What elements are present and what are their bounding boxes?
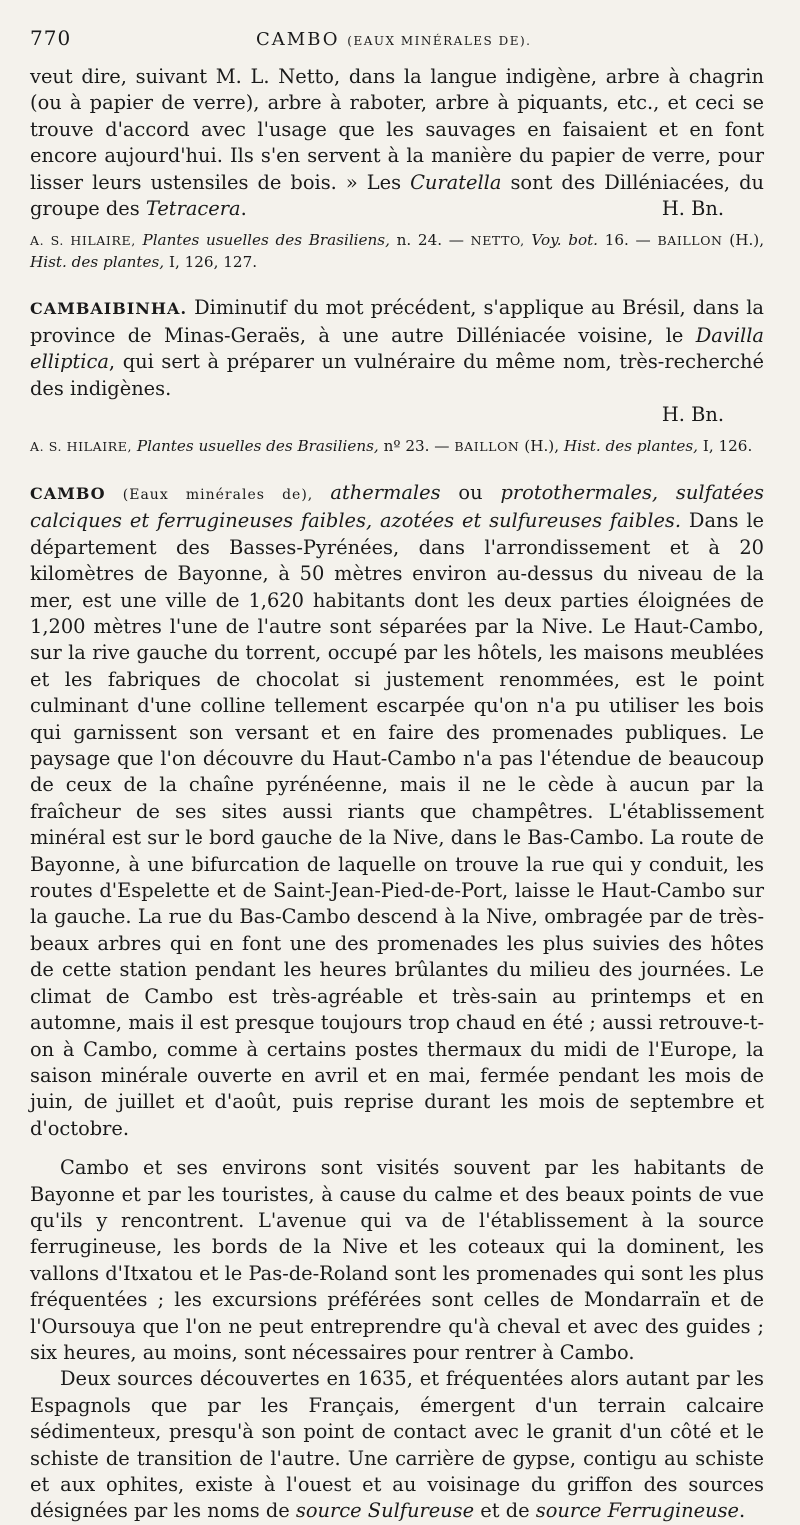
curatella-author: H. Bn.	[661, 197, 724, 221]
curatella-paragraph	[30, 64, 764, 222]
cambo-headword: CAMBO	[30, 483, 106, 503]
ref-rest: I, 126.	[698, 437, 753, 456]
cambaibinha-references	[30, 436, 764, 458]
cambaibinha-headword: CAMBAIBINHA.	[30, 299, 188, 319]
curatella-references	[30, 230, 764, 273]
cambaibinha-text: Diminutif du mot précédent, s'applique au Brésil, dans la province de Minas-Geraës, à une autre Dilléniacée voisine, le	[30, 296, 764, 347]
curatella-text: veut dire, suivant M. L. Netto, dans la langue indigène, arbre à chagrin (ou à papier de verre), arbre à raboter, arbre à piquants, etc., et ceci se trouve d'accord avec l'usage que les sauvages en faisaient et en font encore aujourd'hui. Ils s'en servent à la manière du papier de verre, pour lisser leurs ustensiles de bois. » Les	[30, 65, 764, 194]
cambaibinha-author	[30, 402, 764, 428]
running-title-paren: (EAUX MINÉRALES DE).	[347, 34, 532, 48]
ref-author: BAILLON	[657, 233, 723, 249]
ref-title: Hist. des plantes,	[563, 437, 698, 456]
ref-author: NETTO,	[470, 233, 525, 249]
ref-rest: I, 126, 127.	[164, 252, 258, 271]
curatella-text-c: .	[240, 197, 247, 221]
cambo-paragraph-2: Cambo et ses environs sont visités souvent par les habitants de Bayonne et par les touristes, à cause du calme et des beaux points de vue qu'ils y rencontrent. L'avenue qui va de l'établissement à la source ferrugineuse, les bords de la Nive et les coteaux qui la dominent, les vallons d'Itxatou et le Pas-de-Roland sont les promenades qui sont les plus fréquentées ; les excursions préférées sont celles de Mondarraïn et de l'Oursouya que l'on ne peut entreprendre qu'à cheval et avec des guides ; six heures, au moins, sont nécessaires pour rentrer à Cambo.	[30, 1156, 764, 1364]
cambo-para3-et: et de	[474, 1499, 536, 1523]
ref-title: Plantes usuelles des Brasiliens,	[136, 437, 379, 456]
davilla-species: Davilla elliptica	[30, 323, 764, 374]
ref-rest: 16. —	[598, 231, 658, 250]
ref-title: Hist. des plantes,	[30, 252, 165, 271]
source-ferrugineuse: source Ferrugineuse	[535, 1499, 740, 1523]
curatella-text-b: sont des Dilléniacées, du groupe des	[30, 170, 765, 221]
cambo-para3-end: .	[739, 1499, 746, 1523]
cambo-para3-text: Deux sources découvertes en 1635, et fréquentées alors autant par les Espagnols que par les Français, émergent d'un terrain calcaire sédimenteux, presqu'à son point de contact avec le granit d'un côté et le schiste de transition de l'autre. Une carrière de gypse, contigu au schiste et aux ophites, existe à l'ouest et au voisinage du griffon des sources désignées par les noms de	[30, 1367, 764, 1523]
cambaibinha-text-b: , qui sert à préparer un vulnéraire du même nom, très-recherché des indigènes.	[30, 350, 764, 400]
ref-rest: n. 24. —	[389, 231, 471, 250]
tetracera-genus: Tetracera	[145, 197, 241, 221]
cambo-ou: ou	[440, 480, 501, 504]
ref-author: A. S. HILAIRE,	[30, 439, 133, 455]
page-number: 770	[30, 26, 72, 50]
ref-initial: (H.),	[722, 231, 765, 250]
curatella-genus: Curatella	[410, 170, 502, 194]
ref-author: BAILLON	[454, 439, 520, 455]
cambaibinha-author-text: H. Bn.	[661, 403, 724, 427]
running-header	[30, 26, 764, 64]
cambo-paragraph-3	[30, 1366, 764, 1524]
cambo-para1-text: Dans le département des Basses-Pyrénées, dans l'arrondissement et à 20 kilomètres de Bayonne, à 50 mètres environ au-dessus du niveau de la mer, est une ville de 1,620 habitants dont les deux parties éloignées de 1,200 mètres l'une de l'autre sont séparées par la Nive. Le Haut-Cambo, sur la rive gauche du torrent, occupé par les hôtels, les maisons meublées et les fabriques de chocolat si justement renommées, est le point culminant d'une colline tellement escarpée qu'on n'a pu utiliser les bois qui garnissent son versant et en faire des promenades publiques. Le paysage que l'on découvre du Haut-Cambo n'a pas l'étendue de beaucoup de ceux de la chaîne pyrénéenne, mais il ne le cède à aucun par la fraîcheur de ses sites aussi riants que champêtres. L'établissement minéral est sur le bord gauche de la Nive, dans le Bas-Cambo. La route de Bayonne, à une bifurcation de laquelle on trouve la rue qui y conduit, les routes d'Espelette et de Saint-Jean-Pied-de-Port, laisse le Haut-Cambo sur la gauche. La rue du Bas-Cambo descend à la Nive, ombragée par de très-beaux arbres qui en font une des promenades les plus suivies des hôtes de cette station pendant les heures brûlantes du milieu des journées. Le climat de Cambo est très-agréable et très-sain au printemps et en automne, mais il est presque toujours trop chaud en été ; aussi retrouve-t-on à Cambo, comme à certains postes thermaux du midi de l'Europe, la saison minérale ouverte en avril et en mai, fermée pendant les mois de juin, de juillet et d'août, puis reprise durant les mois de septembre et d'octobre.	[30, 509, 764, 1140]
ref-title: Voy. bot.	[531, 231, 599, 250]
cambaibinha-paragraph	[30, 295, 764, 402]
cambo-paragraph-1	[30, 480, 764, 1142]
cambo-headword-paren: (Eaux minérales de),	[105, 486, 331, 503]
ref-rest: nº 23. —	[378, 437, 455, 456]
running-title	[256, 29, 531, 50]
cambo-italic-a: athermales	[330, 480, 441, 504]
ref-title: Plantes usuelles des Brasiliens,	[142, 231, 390, 250]
ref-initial: (H.),	[519, 437, 564, 456]
running-title-main: CAMBO	[256, 29, 340, 50]
ref-author: A. S. HILAIRE,	[30, 233, 136, 249]
source-sulfureuse: source Sulfureuse	[295, 1499, 475, 1523]
cambo-italic-b: protothermales, sulfatées calciques et ferrugineuses faibles, azotées et sulfureuses faibles.	[30, 480, 764, 533]
